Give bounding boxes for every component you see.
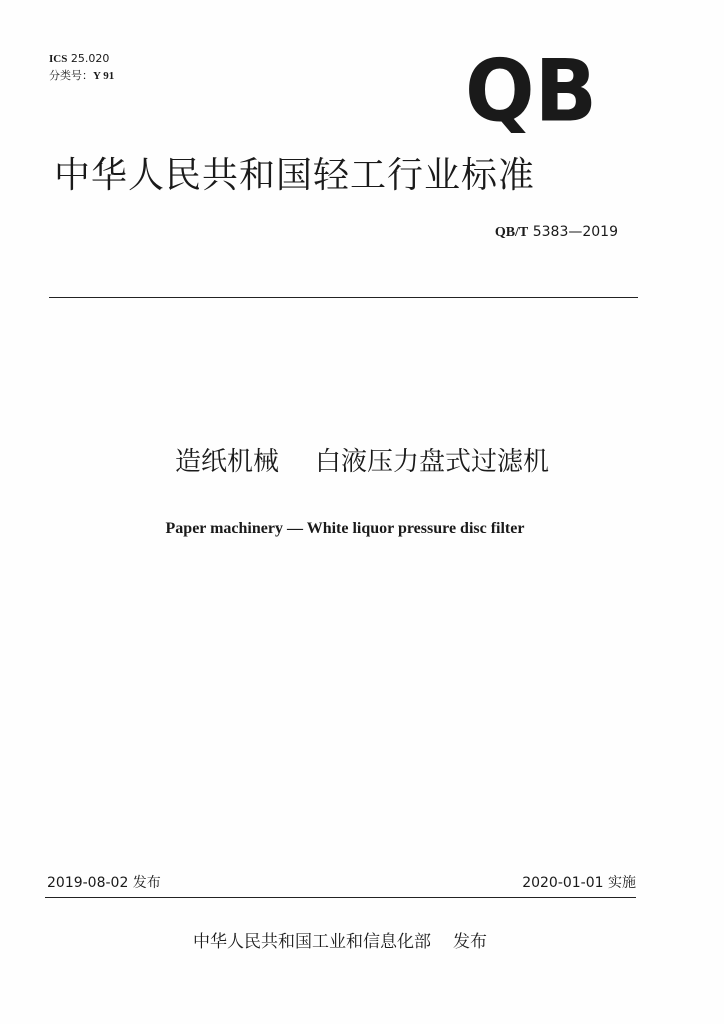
classification-code (49, 68, 114, 84)
classification-label: 分类号： (49, 69, 93, 82)
publisher-action: 发布 (453, 932, 487, 952)
implementation-date: 2020-01-01 实施 (522, 875, 636, 891)
classification-value: Y 91 (93, 70, 115, 82)
header-divider (49, 297, 638, 298)
issue-date: 2019-08-02 发布 (47, 875, 161, 891)
document-title-chinese (0, 444, 724, 480)
publisher (0, 930, 680, 954)
footer-divider (45, 897, 636, 898)
standard-number-prefix: QB/T (494, 225, 529, 240)
ics-label: ICS (49, 53, 68, 65)
standard-number (495, 222, 618, 243)
document-title-part2: 白液压力盘式过滤机 (315, 447, 550, 477)
ics-value: 25.020 (70, 52, 110, 65)
publisher-name: 中华人民共和国工业和信息化部 (193, 932, 431, 952)
document-title-part1: 造纸机械 (174, 447, 279, 477)
qb-logo (463, 40, 599, 141)
standard-title: 中华人民共和国轻工行业标准 (54, 155, 536, 196)
logo-text: QB (465, 40, 597, 141)
document-title-english: Paper machinery — White liquor pressure disc filter (165, 520, 525, 537)
ics-code (49, 51, 109, 67)
standard-number-value: 5383—2019 (532, 224, 618, 240)
